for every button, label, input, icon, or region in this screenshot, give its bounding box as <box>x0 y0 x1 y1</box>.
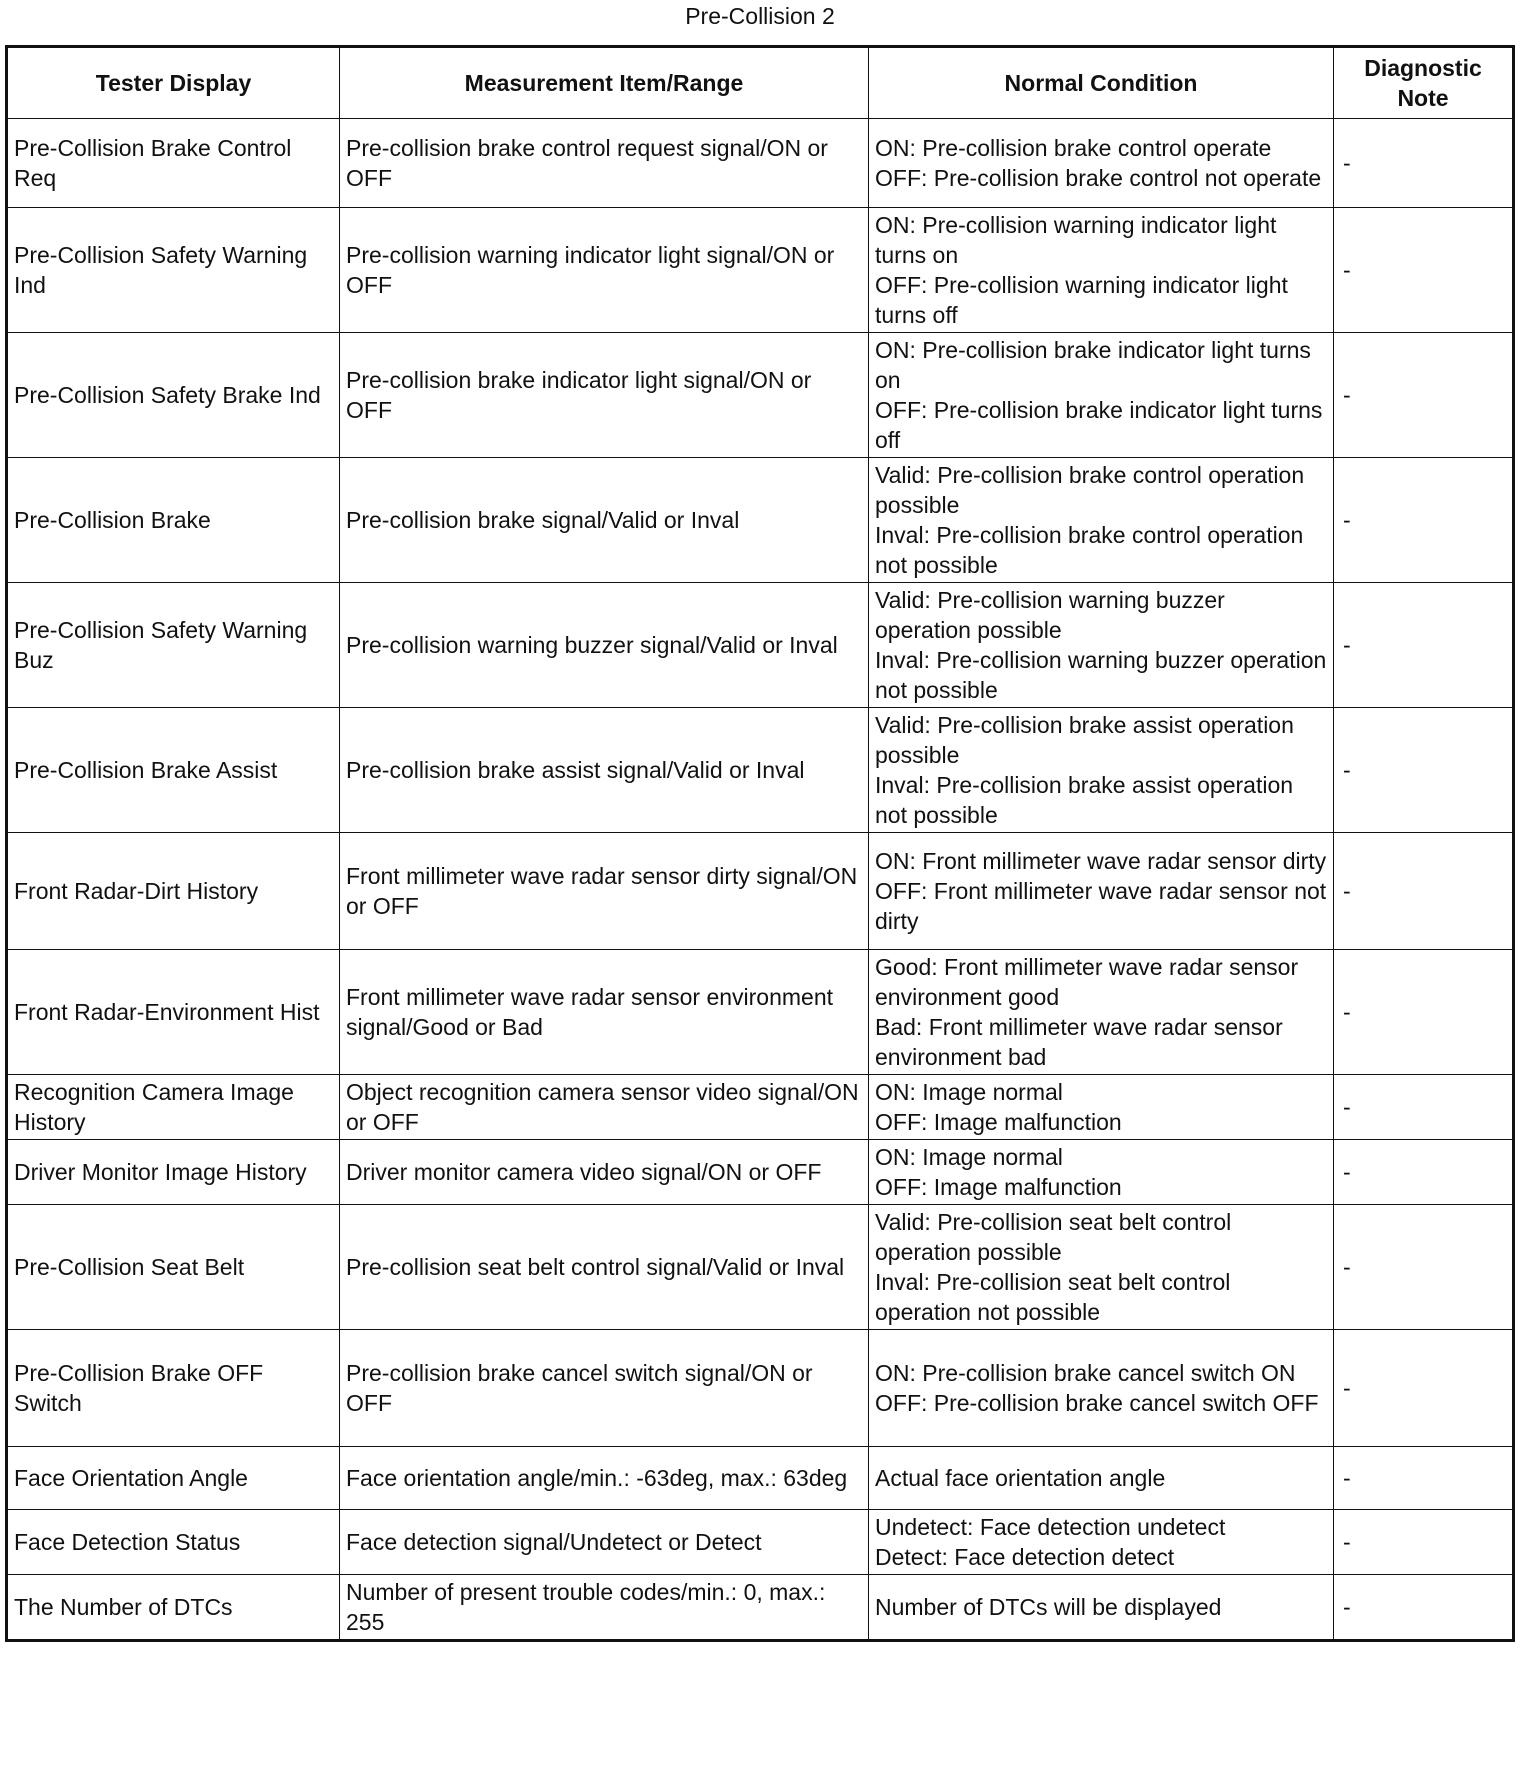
table-row <box>7 950 1514 1075</box>
cell-measurement: Pre-collision warning buzzer signal/Valid or Inval <box>340 583 869 708</box>
normal-condition-line: ON: Pre-collision brake indicator light turns on <box>875 337 1311 393</box>
table-row <box>7 119 1514 208</box>
cell-measurement: Pre-collision seat belt control signal/Valid or Inval <box>340 1205 869 1330</box>
normal-condition-line: Inval: Pre-collision brake assist operation not possible <box>875 772 1294 828</box>
cell-diagnostic-note: - <box>1334 1330 1514 1447</box>
cell-normal-condition <box>869 1140 1334 1205</box>
normal-condition-line: OFF: Image malfunction <box>875 1174 1122 1200</box>
cell-diagnostic-note: - <box>1334 833 1514 950</box>
cell-diagnostic-note: - <box>1334 1447 1514 1510</box>
cell-tester-display: Front Radar-Dirt History <box>7 833 340 950</box>
table-caption: Pre-Collision 2 <box>685 3 835 29</box>
table-row <box>7 1447 1514 1510</box>
table-row <box>7 333 1514 458</box>
normal-condition-line: OFF: Pre-collision brake cancel switch OFF <box>875 1390 1319 1416</box>
table-row <box>7 1205 1514 1330</box>
normal-condition-line: Inval: Pre-collision brake control operation not possible <box>875 522 1304 578</box>
cell-normal-condition <box>869 833 1334 950</box>
cell-measurement: Face orientation angle/min.: -63deg, max.: 63deg <box>340 1447 869 1510</box>
cell-normal-condition <box>869 208 1334 333</box>
cell-normal-condition <box>869 119 1334 208</box>
table-row <box>7 708 1514 833</box>
cell-normal-condition <box>869 1510 1334 1575</box>
cell-tester-display: Recognition Camera Image History <box>7 1075 340 1140</box>
cell-normal-condition <box>869 1575 1334 1641</box>
cell-tester-display: Pre-Collision Brake Control Req <box>7 119 340 208</box>
cell-normal-condition <box>869 583 1334 708</box>
cell-normal-condition <box>869 333 1334 458</box>
table-row <box>7 833 1514 950</box>
table-row <box>7 583 1514 708</box>
normal-condition-line: OFF: Pre-collision brake control not operate <box>875 165 1322 191</box>
normal-condition-line: Undetect: Face detection undetect <box>875 1514 1226 1540</box>
cell-normal-condition <box>869 950 1334 1075</box>
table-row <box>7 1510 1514 1575</box>
cell-diagnostic-note: - <box>1334 1140 1514 1205</box>
cell-normal-condition <box>869 1330 1334 1447</box>
cell-tester-display: Pre-Collision Safety Brake Ind <box>7 333 340 458</box>
cell-diagnostic-note: - <box>1334 1075 1514 1140</box>
cell-measurement: Pre-collision warning indicator light signal/ON or OFF <box>340 208 869 333</box>
normal-condition-line: ON: Pre-collision brake cancel switch ON <box>875 1360 1296 1386</box>
table-row <box>7 458 1514 583</box>
normal-condition-line: Inval: Pre-collision warning buzzer operation not possible <box>875 647 1327 703</box>
header-row <box>7 47 1514 119</box>
cell-normal-condition <box>869 1447 1334 1510</box>
cell-diagnostic-note: - <box>1334 583 1514 708</box>
cell-tester-display: Front Radar-Environment Hist <box>7 950 340 1075</box>
normal-condition-line: Inval: Pre-collision seat belt control operation not possible <box>875 1269 1231 1325</box>
cell-measurement: Pre-collision brake indicator light signal/ON or OFF <box>340 333 869 458</box>
normal-condition-line: Valid: Pre-collision brake control operation possible <box>875 462 1305 518</box>
normal-condition-line: Detect: Face detection detect <box>875 1544 1175 1570</box>
normal-condition-line: Valid: Pre-collision warning buzzer operation possible <box>875 587 1225 643</box>
cell-diagnostic-note: - <box>1334 208 1514 333</box>
cell-diagnostic-note: - <box>1334 1575 1514 1641</box>
cell-measurement: Pre-collision brake assist signal/Valid or Inval <box>340 708 869 833</box>
normal-condition-line: OFF: Pre-collision warning indicator light turns off <box>875 272 1288 328</box>
cell-normal-condition <box>869 458 1334 583</box>
table-row <box>7 1140 1514 1205</box>
table-body <box>7 119 1514 1641</box>
cell-measurement: Driver monitor camera video signal/ON or OFF <box>340 1140 869 1205</box>
cell-tester-display: Pre-Collision Safety Warning Ind <box>7 208 340 333</box>
cell-normal-condition <box>869 1205 1334 1330</box>
cell-tester-display: Pre-Collision Safety Warning Buz <box>7 583 340 708</box>
table-row <box>7 1075 1514 1140</box>
cell-measurement: Number of present trouble codes/min.: 0, max.: 255 <box>340 1575 869 1641</box>
cell-measurement: Face detection signal/Undetect or Detect <box>340 1510 869 1575</box>
normal-condition-line: ON: Image normal <box>875 1079 1063 1105</box>
table-row <box>7 1575 1514 1641</box>
cell-tester-display: Face Detection Status <box>7 1510 340 1575</box>
cell-tester-display: The Number of DTCs <box>7 1575 340 1641</box>
header-diagnostic-note: Diagnostic Note <box>1334 47 1514 119</box>
cell-measurement: Front millimeter wave radar sensor dirty signal/ON or OFF <box>340 833 869 950</box>
normal-condition-line: ON: Front millimeter wave radar sensor dirty <box>875 848 1327 874</box>
normal-condition-line: OFF: Pre-collision brake indicator light turns off <box>875 397 1323 453</box>
normal-condition-line: Bad: Front millimeter wave radar sensor environment bad <box>875 1014 1283 1070</box>
cell-diagnostic-note: - <box>1334 458 1514 583</box>
normal-condition-line: ON: Pre-collision brake control operate <box>875 135 1272 161</box>
normal-condition-line: Number of DTCs will be displayed <box>875 1594 1222 1620</box>
cell-tester-display: Face Orientation Angle <box>7 1447 340 1510</box>
cell-tester-display: Pre-Collision Brake OFF Switch <box>7 1330 340 1447</box>
cell-measurement: Pre-collision brake cancel switch signal/ON or OFF <box>340 1330 869 1447</box>
cell-tester-display: Pre-Collision Brake Assist <box>7 708 340 833</box>
cell-diagnostic-note: - <box>1334 333 1514 458</box>
cell-tester-display: Pre-Collision Seat Belt <box>7 1205 340 1330</box>
cell-normal-condition <box>869 708 1334 833</box>
normal-condition-line: Valid: Pre-collision seat belt control operation possible <box>875 1209 1232 1265</box>
cell-diagnostic-note: - <box>1334 708 1514 833</box>
data-list-table <box>5 45 1515 1642</box>
cell-normal-condition <box>869 1075 1334 1140</box>
cell-diagnostic-note: - <box>1334 1510 1514 1575</box>
normal-condition-line: OFF: Image malfunction <box>875 1109 1122 1135</box>
cell-diagnostic-note: - <box>1334 119 1514 208</box>
cell-measurement: Object recognition camera sensor video signal/ON or OFF <box>340 1075 869 1140</box>
normal-condition-line: OFF: Front millimeter wave radar sensor not dirty <box>875 878 1327 934</box>
table-row <box>7 1330 1514 1447</box>
cell-tester-display: Pre-Collision Brake <box>7 458 340 583</box>
normal-condition-line: Valid: Pre-collision brake assist operation possible <box>875 712 1294 768</box>
normal-condition-line: Good: Front millimeter wave radar sensor environment good <box>875 954 1299 1010</box>
normal-condition-line: ON: Pre-collision warning indicator light turns on <box>875 212 1277 268</box>
normal-condition-line: Actual face orientation angle <box>875 1465 1166 1491</box>
header-measurement: Measurement Item/Range <box>340 47 869 119</box>
cell-measurement: Pre-collision brake control request signal/ON or OFF <box>340 119 869 208</box>
cell-diagnostic-note: - <box>1334 1205 1514 1330</box>
table-row <box>7 208 1514 333</box>
header-tester-display: Tester Display <box>7 47 340 119</box>
cell-measurement: Front millimeter wave radar sensor environment signal/Good or Bad <box>340 950 869 1075</box>
header-normal-condition: Normal Condition <box>869 47 1334 119</box>
normal-condition-line: ON: Image normal <box>875 1144 1063 1170</box>
cell-diagnostic-note: - <box>1334 950 1514 1075</box>
cell-tester-display: Driver Monitor Image History <box>7 1140 340 1205</box>
cell-measurement: Pre-collision brake signal/Valid or Inval <box>340 458 869 583</box>
